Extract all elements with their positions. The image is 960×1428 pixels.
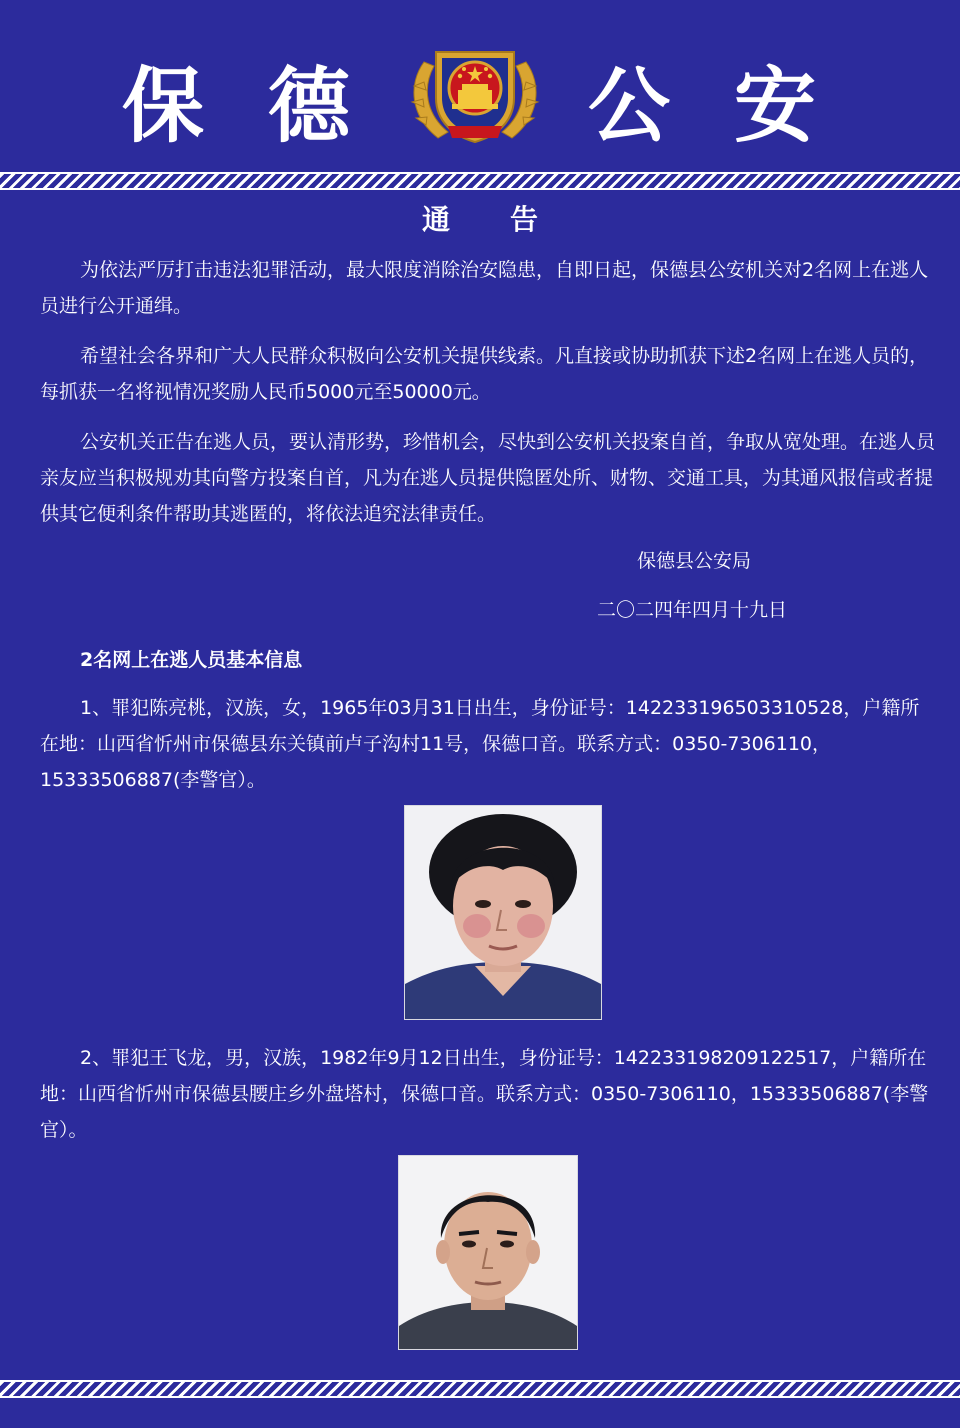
notice-paragraph-1 [40,252,936,324]
title-char-4: 安 [734,58,817,154]
police-emblem-icon [404,42,546,146]
paragraph-text: 为依法严厉打击违法犯罪活动，最大限度消除治安隐患，自即日起，保德县公安机关对2名网上在逃人员进行公开通缉。 [40,259,929,317]
top-divider-stripe [0,172,960,190]
fugitives-heading: 2名网上在逃人员基本信息 [80,649,303,671]
fugitive-text: 2、罪犯王飞龙，男，汉族，1982年9月12日出生，身份证号：142233198209122517，户籍所在地：山西省忻州市保德县腰庄乡外盘塔村，保德口音。联系方式：0350-7306110，15333506887(李警官）。 [40,1047,929,1141]
notice-title: 通告 [421,203,598,236]
notice-paragraph-2 [40,338,936,410]
issue-date: 二〇二四年四月十九日 [597,599,788,621]
fugitive-2-photo [398,1155,578,1350]
title-char-3: 公 [588,58,671,154]
fugitive-text: 1、罪犯陈亮桃，汉族，女，1965年03月31日出生，身份证号：142233196503310528，户籍所在地：山西省忻州市保德县东关镇前卢子沟村11号，保德口音。联系方式：0350-7306110，15333506887(李警官）。 [40,697,920,791]
header-banner [0,0,960,178]
paragraph-text: 公安机关正告在逃人员，要认清形势，珍惜机会，尽快到公安机关投案自首，争取从宽处理。在逃人员亲友应当积极规劝其向警方投案自首，凡为在逃人员提供隐匿处所、财物、交通工具，为其通风报信或者提供其它便利条件帮助其逃匿的，将依法追究法律责任。 [40,431,936,525]
fugitive-1-photo [404,805,602,1020]
bottom-divider-stripe [0,1380,960,1398]
fugitive-2-info [40,1040,936,1148]
fugitive-1-info [40,690,936,798]
title-char-1: 保 [122,58,205,154]
title-char-2: 德 [268,58,351,154]
notice-paragraph-3 [40,424,936,532]
paragraph-text: 希望社会各界和广大人民群众积极向公安机关提供线索。凡直接或协助抓获下述2名网上在逃人员的，每抓获一名将视情况奖励人民币5000元至50000元。 [40,345,929,403]
issuer-signature: 保德县公安局 [637,550,752,572]
